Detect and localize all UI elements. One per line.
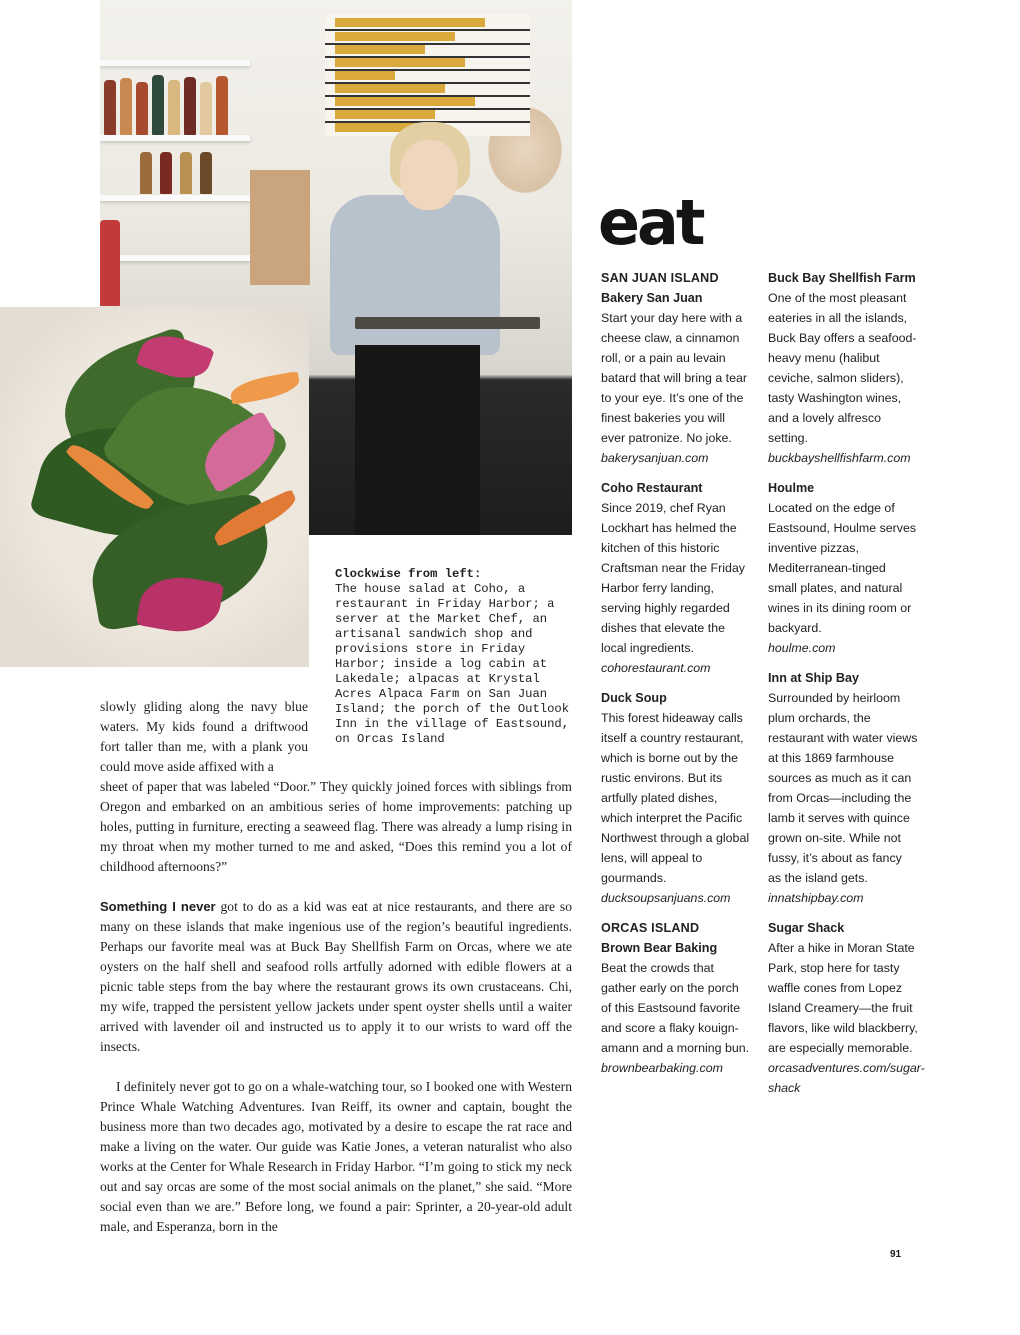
listing-url[interactable]: orcasadventures.com/sugar-shack (768, 1061, 925, 1095)
menu-line (335, 32, 455, 41)
listing-url[interactable]: buckbayshellfishfarm.com (768, 451, 911, 465)
jar (180, 152, 192, 194)
listing-text: Located on the edge of Eastsound, Houlme serves inventive pizzas, Mediterranean-tinged small plates, and natural wines in its dining room or backyard. (768, 501, 917, 635)
bottle (120, 78, 132, 135)
listing-venue: Coho Restaurant (601, 481, 703, 495)
menu-line (335, 58, 465, 67)
listing-text: Surrounded by heirloom plum orchards, the restaurant with water views at this 1869 farmhouse sources as much as it can from Orcas—including the lamb it serves with quince grown on-site. While not fussy, it’s about as fancy as the island gets. (768, 691, 918, 885)
article-paragraph (100, 897, 572, 1057)
caption-lead: Clockwise from left: (335, 567, 482, 581)
red-box (100, 220, 120, 306)
listing-region: ORCAS ISLAND (601, 921, 700, 935)
menu-line (335, 110, 435, 119)
bottle (168, 80, 180, 135)
server-face (400, 140, 458, 210)
menu-board (325, 14, 530, 136)
article-wide-column (100, 777, 572, 1237)
listing (768, 478, 918, 658)
listing-url[interactable]: cohorestaurant.com (601, 661, 711, 675)
menu-line (335, 97, 475, 106)
listing-url[interactable]: houlme.com (768, 641, 836, 655)
listing-venue: Bakery San Juan (601, 291, 703, 305)
photo-house-salad (0, 307, 309, 667)
listing (601, 918, 751, 1078)
bottle (216, 76, 228, 135)
paper-bags (250, 170, 310, 285)
server-shirt (330, 195, 500, 355)
listing-url[interactable]: innatshipbay.com (768, 891, 864, 905)
listing (601, 478, 751, 678)
menu-rule (325, 29, 530, 31)
photo-caption (335, 567, 571, 747)
menu-line (335, 71, 395, 80)
eat-column-2 (768, 268, 925, 1108)
listing-venue: Inn at Ship Bay (768, 671, 859, 685)
shelf (100, 60, 250, 66)
serving-tray (355, 317, 540, 329)
listing-url[interactable]: brownbearbaking.com (601, 1061, 723, 1075)
listing-venue: Brown Bear Baking (601, 941, 718, 955)
paragraph-text: got to do as a kid was eat at nice restaurants, and there are so many on these islands that make ingenious use of the region’s beautiful ingredients. Perhaps our favorite meal was at Buck Bay Shellfish Farm on Orcas, where we ate oysters on the half shell and seafood rolls artfully adorned with edible flowers at a picnic table steps from the bay where the restaurant grows its own crustaceans. Chi, my wife, trapped the persistent yellow jackets under spent oyster shells until a waiter arrived with lavender oil and instructed us to apply it to our wrists to ward off the insects. (100, 899, 572, 1054)
listing-venue: Buck Bay Shellfish Farm (768, 271, 916, 285)
article-paragraph: sheet of paper that was labeled “Door.” They quickly joined forces with siblings from Oregon and embarked on an ambitious series of home improvements: patching up holes, putting in furniture, erecting a seaweed flag. There was already a lump rising in my throat when my mother turned to me and asked, “Does this remind you a lot of childhood afternoons?” (100, 779, 572, 874)
run-in-head: Something I never (100, 899, 216, 914)
jar (140, 152, 152, 194)
menu-line (335, 45, 425, 54)
bottle (136, 82, 148, 135)
listing-text: One of the most pleasant eateries in all the islands, Buck Bay offers a seafood-heavy menu (halibut ceviche, salmon sliders), tasty Washington wines, and a lovely alfresco setting. (768, 291, 917, 445)
shelf (100, 195, 250, 201)
listing (768, 668, 918, 908)
listing-text: This forest hideaway calls itself a country restaurant, which is borne out by the rustic environs. But its artfully plated dishes, which interpret the Pacific Northwest through a global lens, will appeal to gourmands. (601, 711, 750, 885)
bottle (104, 80, 116, 135)
section-title: eat (598, 186, 703, 259)
bottle (184, 77, 196, 135)
listing-text: Since 2019, chef Ryan Lockhart has helmed the kitchen of this historic Craftsman near the Friday Harbor ferry landing, serving highly regarded dishes that elevate the local ingredients. (601, 501, 745, 655)
listing (768, 918, 925, 1098)
article-narrow-column: slowly gliding along the navy blue waters. My kids found a driftwood fort taller than me, with a plank you could move aside affixed with a (100, 699, 308, 774)
menu-line (335, 18, 485, 27)
carrot-ribbon (229, 371, 302, 405)
listing-venue: Houlme (768, 481, 815, 495)
shelf (100, 255, 250, 261)
article-paragraph: I definitely never got to go on a whale-watching tour, so I booked one with Western Prince Whale Watching Adventures. Ivan Reiff, its owner and captain, bought the business more than two decades ago, motivated by a desire to escape the rat race and make a living on the water. Our guide was Katie Jones, a veteran naturalist who also works at the Center for Whale Research in Friday Harbor. “I’m going to stick my neck out and say orcas are some of the most social animals on the planet,” she said. “More social even than we are.” Before long, we found a pair: Sprinter, a 20-year-old adult male, and Esperanza, born in the (100, 1079, 572, 1234)
listing-region: SAN JUAN ISLAND (601, 271, 719, 285)
bottle (152, 75, 164, 135)
jar (200, 152, 212, 194)
listing (601, 268, 751, 468)
listing-venue: Duck Soup (601, 691, 667, 705)
shelf (100, 135, 250, 141)
listing-text: After a hike in Moran State Park, stop here for tasty waffle cones from Lopez Island Creamery—the fruit flavors, like wild blackberry, are especially memorable. (768, 941, 918, 1055)
server-apron (355, 345, 480, 535)
listing-text: Beat the crowds that gather early on the porch of this Eastsound favorite and score a flaky kouign-amann and a morning bun. (601, 961, 750, 1055)
listing-venue: Sugar Shack (768, 921, 845, 935)
caption-text: The house salad at Coho, a restaurant in Friday Harbor; a server at the Market Chef, an artisanal sandwich shop and provisions store in Friday Harbor; inside a log cabin at Lakedale; alpacas at Krystal Acres Alpaca Farm on San Juan Island; the porch of the Outlook Inn in the village of Eastsound, on Orcas Island (335, 582, 570, 746)
listing-url[interactable]: ducksoupsanjuans.com (601, 891, 731, 905)
listing-text: Start your day here with a cheese claw, a cinnamon roll, or a pain au levain batard that will bring a tear to your eye. It’s one of the finest bakeries you will ever patronize. No joke. (601, 311, 748, 445)
eat-column-1 (601, 268, 751, 1088)
listing (601, 688, 751, 908)
listing-url[interactable]: bakerysanjuan.com (601, 451, 709, 465)
bottle (200, 82, 212, 135)
menu-line (335, 84, 445, 93)
page-number: 91 (890, 1249, 902, 1260)
listing (768, 268, 918, 468)
jar (160, 152, 172, 194)
